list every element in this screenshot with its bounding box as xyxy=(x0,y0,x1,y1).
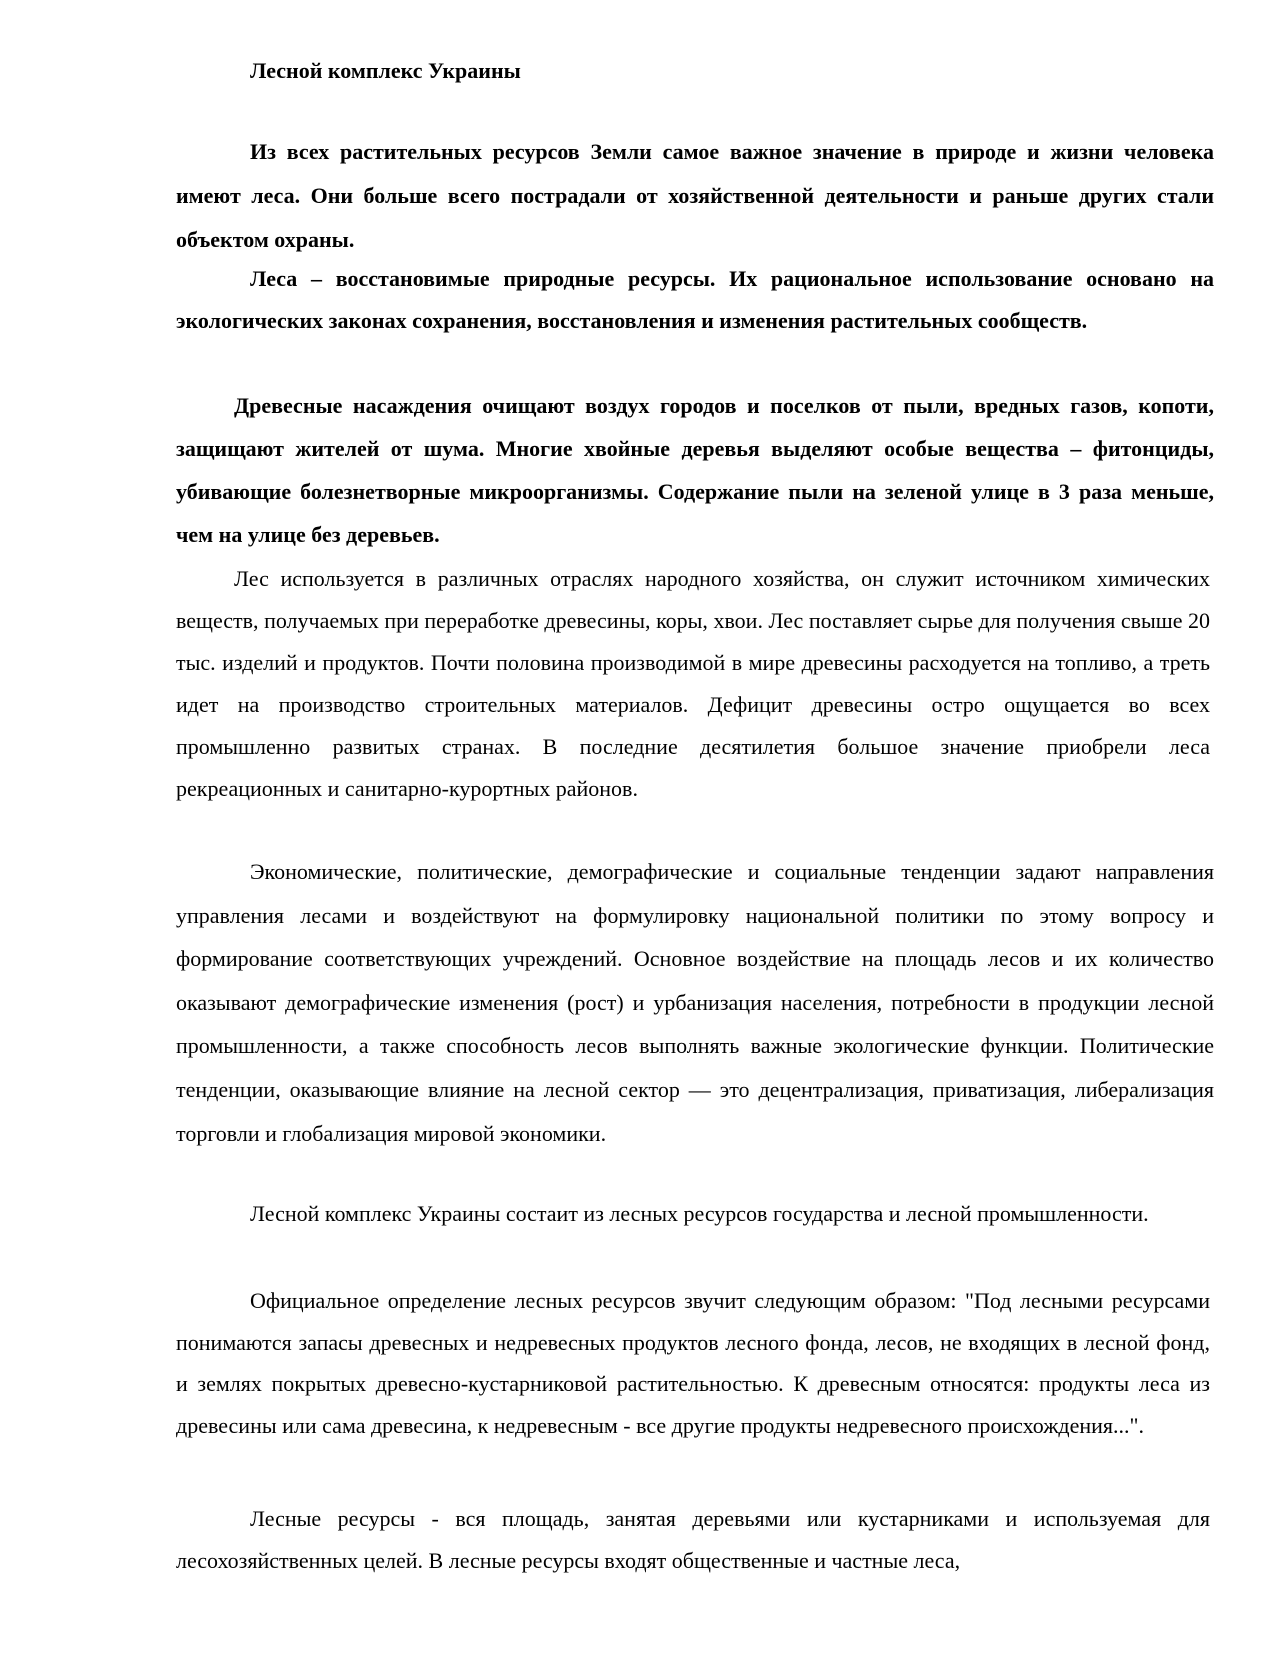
paragraph-economic-trends: Экономические, политические, демографические и социальные тенденции задают направления управления лесами и воздействуют на формулировку национальной политики по этому вопросу и формирование соответствующих учреждений. Основное воздействие на площадь лесов и их количество оказывают демографические изменения (рост) и урбанизация населения, потребности в продукции лесной промышленности, а также способность лесов выполнять важные экологические функции. Политические тенденции, оказывающие влияние на лесной сектор — это децентрализация, приватизация, либерализация торговли и глобализация мировой экономики. xyxy=(176,859,1214,1146)
paragraph-plant-resources: Из всех растительных ресурсов Земли самое важное значение в природе и жизни человека имеют леса. Они больше всего пострадали от хозяйственной деятельности и раньше других стали объектом охраны. xyxy=(176,139,1214,252)
paragraph-tree-plantings: Древесные насаждения очищают воздух городов и поселков от пыли, вредных газов, копоти, защищают жителей от шума. Многие хвойные деревья выделяют особые вещества – фитонциды, убивающие болезнетворные микроорганизмы. Содержание пыли на зеленой улице в 3 раза меньше, чем на улице без деревьев. xyxy=(176,393,1214,547)
document-title: Лесной комплекс Украины xyxy=(250,58,521,83)
paragraph-forest-resources: Лесные ресурсы - вся площадь, занятая деревьями или кустарниками и используемая для лесохозяйственных целей. В лесные ресурсы входят общественные и частные леса, xyxy=(176,1506,1210,1573)
paragraph-renewable-resources: Леса – восстановимые природные ресурсы. Их рациональное использование основано на экологических законах сохранения, восстановления и изменения растительных сообществ. xyxy=(176,266,1214,333)
paragraph-official-definition: Официальное определение лесных ресурсов звучит следующим образом: "Под лесными ресурсами понимаются запасы древесных и недревесных продуктов лесного фонда, лесов, не входящих в лесной фонд, и землях покрытых древесно-кустарниковой растительностью. К древесным относятся: продукты леса из древесины или сама древесина, к недревесным - все другие продукты недревесного происхождения...". xyxy=(176,1288,1210,1438)
paragraph-forest-complex: Лесной комплекс Украины состаит из лесных ресурсов государства и лесной промышленности. xyxy=(250,1201,1149,1226)
paragraph-forest-usage: Лес используется в различных отраслях народного хозяйства, он служит источником химических веществ, получаемых при переработке древесины, коры, хвои. Лес поставляет сырье для получения свыше 20 тыс. изделий и продуктов. Почти половина производимой в мире древесины расходуется на топливо, а треть идет на производство строительных материалов. Дефицит древесины остро ощущается во всех промышленно развитых странах. В последние десятилетия большое значение приобрели леса рекреационных и санитарно-курортных районов. xyxy=(176,566,1210,801)
